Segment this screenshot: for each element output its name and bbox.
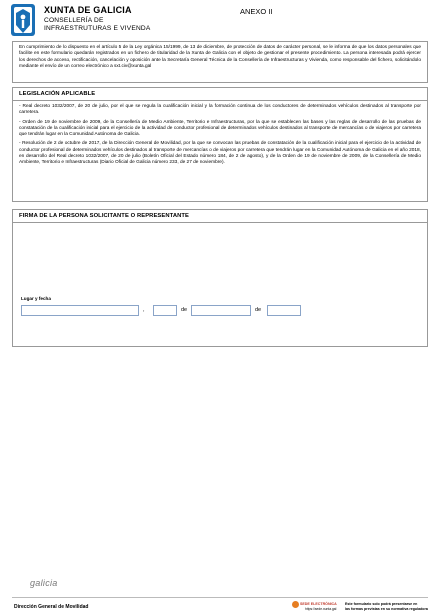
legislation-item: - Resolución de 2 de octubre de 2017, de la Dirección General de Movilidad, por la que se convocan las pruebas de constatación de la cualificación inicial para el ejercicio de la actividad de conductor profesional de determinados vehículos destinados al transporte de mercancías o de viajeros por carretera que tendrán lugar en la Comunidad Autónoma de Galicia en el año 2018, en desarrollo del Real decreto 1032/2007, de 20 de julio (Boletín Oficial del Estado número 184, de 2 de agosto), y de la Orden de 19 de noviembre de 2009, de la Consellería de Medio Ambiente, Territorio e Infraestructuras (Diario Oficial de Galicia número 233, de 27 de noviembre).: [19, 141, 421, 166]
de-separator: de: [255, 307, 262, 313]
footer-divider: [12, 597, 428, 598]
galicia-logo: galicia: [30, 578, 58, 588]
header: [10, 3, 430, 39]
sede-url[interactable]: https://sede.xunta.gal: [305, 607, 337, 611]
legislation-divider: [13, 100, 427, 101]
privacy-notice-text: En cumprimiento de lo dispuesto en el artículo 5 de la Ley orgánica 15/1999, de 13 de diciembre, de protección de datos de carácter personal, se le informa de que los datos personales que facilite en este formulario quedarán registrados en un fichero de titularidad de la Xunta de Galicia con el objeto de gestionar el presente procedimiento. La persona interesada podrá ejercer los derechos de acceso, rectificación, cancelación y oposición ante la Secretaría General Técnica de la Consellería de Infraestructuras y Vivienda, como responsable del fichero, solicitándolo mediante el envío de un correo electrónico a sxt.civ@xunta.gal: [19, 45, 421, 69]
org-dept-line2: INFRAESTRUTURAS E VIVENDA: [44, 25, 151, 32]
signature-divider: [13, 222, 427, 223]
xunta-shield-icon: [10, 3, 36, 37]
day-input[interactable]: [153, 305, 177, 316]
sede-electronica-icon: [292, 601, 299, 608]
legislation-item: - Real decreto 1032/2007, de 20 de julio, por el que se regula la cualificación inicial y la formación continua de los conductores de determinados vehículos destinados al transporte por carretera.: [19, 104, 421, 116]
sede-label: SEDE ELECTRÓNICA: [300, 602, 337, 606]
place-input[interactable]: [21, 305, 139, 316]
org-dept-line1: CONSELLERÍA DE: [44, 17, 104, 24]
annex-title: ANEXO II: [240, 7, 273, 16]
signature-box: [12, 209, 428, 347]
year-input[interactable]: [267, 305, 301, 316]
legislation-title: LEGISLACIÓN APLICABLE: [19, 91, 96, 97]
sede-note-line2: las formas previstas en su normativa reguladora: [345, 607, 428, 611]
sede-note-line1: Este formulario solo podrá presentarse en: [345, 602, 418, 606]
footer-department: Dirección General de Movilidad: [14, 604, 89, 610]
signature-title: FIRMA DE LA PERSONA SOLICITANTE O REPRESENTANTE: [19, 213, 190, 219]
legislation-box: [12, 87, 428, 202]
legislation-item: - Orden de 19 de noviembre de 2009, de la Consellería de Medio Ambiente, Territorio e Infraestructuras, por la que se establecen las bases y las reglas de desarrollo de las pruebas de constatación de la cualificación inicial para el ejercicio de la actividad de conductor profesional de determinados vehículos destinados al transporte de mercancías o de viajeros por carretera que tendrán lugar en la Comunidad Autónoma de Galicia.: [19, 119, 421, 138]
privacy-notice-box: [12, 41, 428, 83]
org-name: XUNTA DE GALICIA: [44, 5, 132, 15]
month-input[interactable]: [191, 305, 251, 316]
comma-separator: ,: [143, 307, 145, 313]
de-separator: de: [181, 307, 188, 313]
place-date-label: Lugar y fecha: [21, 296, 51, 301]
